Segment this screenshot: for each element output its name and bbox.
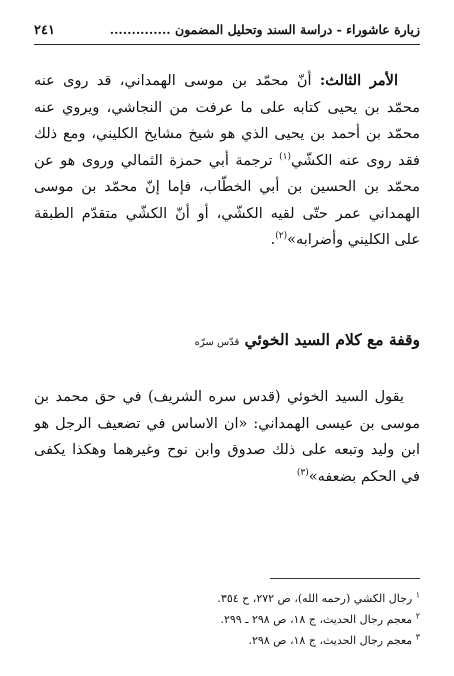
running-title-dots: .............. (109, 22, 171, 37)
footnote-item (34, 630, 420, 651)
footnote-rule (270, 578, 420, 579)
footnote-marker: ٢ (415, 611, 420, 621)
footnotes-list (34, 588, 420, 651)
paragraph-khoei-quote (34, 384, 420, 490)
paragraph-text-a: أنّ محمّد بن موسى الهمداني، قد روى عنه محمّد بن يحيى كتابه على ما عرفت من النجاشي، ويروي عنه محمّد بن أحمد بن يحيى الذي هو شيخ مشايخ الكليني، ومع ذلك فقد روى عنه الكشّي (34, 73, 420, 169)
paragraph-end: . (270, 232, 276, 248)
footnote-ref-3[interactable]: (٣) (296, 467, 309, 478)
running-header (34, 22, 420, 42)
header-rule (34, 44, 420, 45)
footnote-marker: ٣ (415, 632, 420, 642)
footnote-text: معجم رجال الحديث، ج ١٨، ص ٢٩٨ ـ ٢٩٩. (220, 613, 416, 626)
section-heading-text: وقفة مع كلام السيد الخوئي (244, 330, 420, 349)
footnote-ref-2[interactable]: (٢) (275, 231, 288, 242)
paragraph2-text: يقول السيد الخوئي (قدس سره الشريف) في حق محمد بن موسى بن عيسى الهمداني: «ان الاساس في تضعيف الرجل هو ابن وليد وتبعه على ذلك صدوق وابن نوح وغيرهما وهكذا يكفى في الحكم بضعفه» (34, 389, 420, 485)
paragraph-lead: الأمر الثالث: (319, 72, 398, 89)
page-number: ٢٤١ (34, 23, 55, 38)
footnote-item (34, 588, 420, 609)
paragraph-third-point (34, 68, 420, 254)
footnote-item (34, 609, 420, 630)
running-title-text: زيارة عاشوراء - دراسة السند وتحليل المضمون (175, 22, 420, 37)
footnote-text: رجال الكشي (رحمه الله)، ص ٢٧٢، ح ٣٥٤. (217, 592, 416, 605)
paragraph-text-b: ترجمة أبي حمزة الثمالي وروى هو عن محمّد بن الحسين بن أبي الخطّاب، فإما إنّ محمّد بن موسى الهمداني عمر حتّى لقيه الكشّي، أو أنّ الكشّي متقدّم الطبقة على الكليني وأضرابه» (34, 152, 420, 248)
honorific-glyph: قدّس سرّه (194, 337, 240, 348)
running-title (110, 22, 420, 37)
footnote-ref-1[interactable]: (١) (279, 151, 291, 162)
footnote-marker: ١ (415, 590, 420, 600)
footnote-text: معجم رجال الحديث، ج ١٨، ص ٢٩٨. (248, 634, 416, 647)
section-heading (34, 330, 420, 349)
